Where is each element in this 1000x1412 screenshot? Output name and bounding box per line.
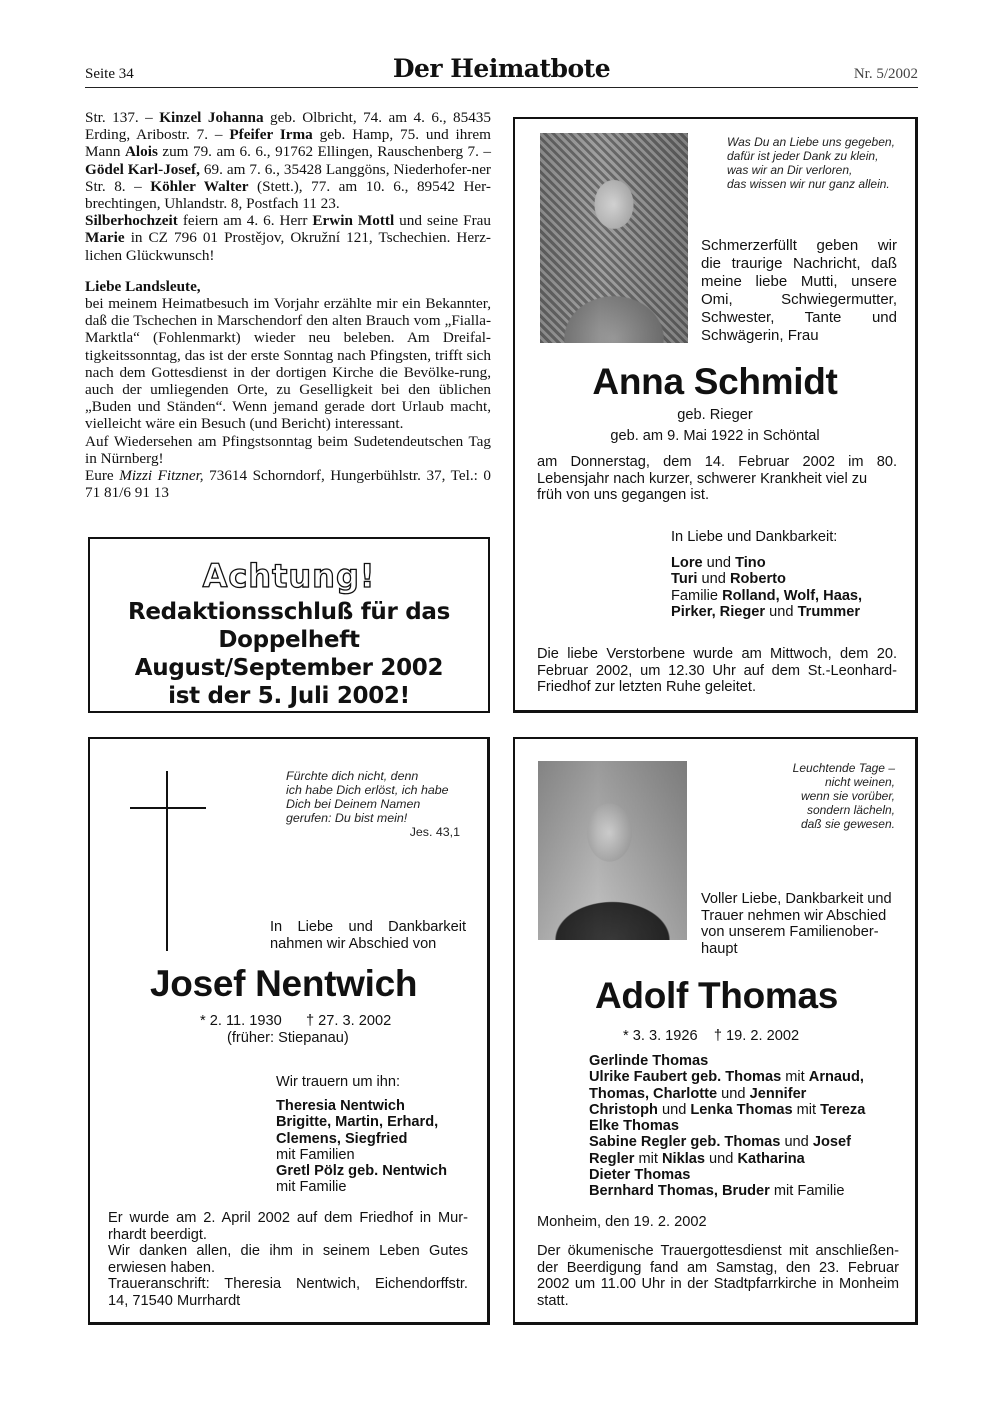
obituary-adolf-thomas [513,737,918,1325]
silver-wedding-note [85,212,491,264]
intro-line: die traurige Nachricht, daß [701,255,897,272]
connector: und [717,1085,750,1102]
family-line [589,1134,899,1150]
obituary-intro [701,237,897,345]
mourner-line [671,588,901,604]
intro-line: Schwester, Tante und [701,309,897,326]
connector: und [765,603,798,620]
person-name: Kinzel Johanna [159,109,264,126]
family-list [276,1098,476,1196]
poem-line: sondern lächeln, [806,803,895,817]
connector: mit [781,1069,809,1086]
poem-line: dafür ist jeder Dank zu klein, [727,149,879,163]
closing-text [108,1210,468,1310]
text-run: 69. am 7. 6., 35428 Langgöns, Niederhofer-ner Str. 8. – [85,160,491,195]
issue-number: Nr. 5/2002 [853,66,918,82]
letter-body: bei meinem Heimatbesuch im Vorjahr erzählte mir ein Bekannter, daß die Tschechen in Marschendorf den alten Brauch vom „Fialla-Marktla“ (Fohlenmarkt) wieder neu beleben. Am Dreifal-tigkeitssonntag, das ist der erste Sonntag nach Pfingsten, trifft sich nach dem Gottesdienst in der dortigen Kirche die Bevölke-rung, auch der umliegenden Orte, zu Geselligkeit bei den üblichen „Buden und Ständen“. Wenn jemand gerade dort Urlaub macht, vielleicht wäre ein Besuch (und Bericht) interessant. [85,295,491,433]
deceased-name: Adolf Thomas [595,975,839,1016]
person-name: Marie [85,229,125,247]
text-run: zum 79. am 6. 6., 91762 Ellingen, Rauschenberg 7. – [157,143,492,161]
death-line: am Donnerstag, dem 14. Februar 2002 im 80. [537,454,897,470]
family-name: Niklas [662,1150,705,1167]
burial-line: Friedhof zur letzten Ruhe geleitet. [537,679,757,696]
person-name: Silberhochzeit [85,212,178,230]
deceased-name: Anna Schmidt [592,361,838,402]
intro-line: meine liebe Mutti, unsere [701,273,897,290]
text-run: und seine Frau [394,212,491,230]
obituary-anna-schmidt [513,117,918,713]
family-line: Brigitte, Martin, Erhard, [276,1114,439,1131]
intro-line: haupt [701,940,738,957]
obituary-poem [727,135,907,191]
mourner-name: Roberto [729,571,786,588]
letter-farewell: Auf Wiedersehen am Pfingstsonntag beim Sudetendeutschen Tag in Nürnberg! [85,432,491,467]
verse-line: Dich bei Deinem Namen [286,797,421,811]
born-name: geb. Rieger [677,407,753,423]
verse-line: ich habe Dich erlöst, ich habe [286,783,449,797]
poem-line: was wir an Dir verloren, [727,163,853,177]
text-run: geb. Olbricht, 74. am 4. 6., 85435 Erding, Aribostr. 7. – [85,109,491,144]
text-run: Str. 137. – [85,109,160,126]
family-line: Clemens, Siegfried [276,1130,408,1147]
signoff-prefix: Eure [85,467,120,485]
text-run: geb. Hamp, 75. und ihrem Mann [85,126,491,161]
family-name: Tereza [820,1101,866,1118]
birthday-list [85,109,491,212]
person-name: Erwin Mottl [312,212,395,230]
connector: und [697,571,730,588]
obituary-josef-nentwich [88,737,490,1325]
verse-reference: Jes. 43,1 [409,825,460,839]
page-header [85,50,918,88]
family-name: Arnaud, [808,1069,864,1086]
mourner-name: Trummer [797,603,861,620]
deceased-name: Josef Nentwich [150,963,418,1004]
intro-line: In Liebe und Dankbarkeit [270,919,466,935]
deadline-line: ist der 5. Juli 2002! [168,683,410,709]
letter-signoff [85,467,491,501]
family-name: Thomas, Charlotte [589,1085,718,1102]
service-line: 2002 um 11.00 Uhr in der Stadtpfarrkirche in Monheim [537,1276,899,1293]
life-dates: * 3. 3. 1926 † 19. 2. 2002 [623,1028,800,1044]
born-date: geb. am 9. Mai 1922 in Schöntal [610,428,820,444]
person-name: Pfeifer Irma [229,126,313,144]
mourner-name: Rolland, Wolf, Haas, [722,587,863,604]
connector: und [657,1101,691,1118]
page-number: Seite 34 [85,66,134,82]
poem-line: das wissen wir nur ganz allein. [727,177,890,191]
intro-line: von unserem Familienober- [701,924,879,941]
portrait-photo [538,761,687,940]
mourner-line [671,555,901,571]
family-name: Lenka Thomas [690,1101,793,1118]
burial-line: Die liebe Verstorbene wurde am Mittwoch, dem 20. [537,646,897,662]
burial-line: Februar 2002, um 12.30 Uhr auf dem St.-Leonhard- [537,662,897,679]
service-text [537,1243,899,1309]
origin: (früher: Stiepanau) [227,1030,349,1046]
poem-line: Leuchtende Tage – [792,761,895,775]
family-line: Gretl Pölz geb. Nentwich [276,1163,448,1180]
text-run: feiern am 4. 6. Herr [177,212,313,230]
connector: mit [634,1150,662,1167]
family-line [589,1183,899,1199]
intro-text [270,919,466,952]
closing-line: erwiesen haben. [108,1259,216,1276]
intro-text [701,891,899,957]
person-name: Gödel Karl-Josef, [85,160,200,178]
family-name: Katharina [737,1150,805,1167]
poem-line: nicht weinen, [824,775,895,789]
cross-icon-bar [130,807,206,809]
deadline-text [90,598,488,710]
connector: mit Familie [769,1183,845,1200]
family-line [589,1151,899,1167]
poem-line: Was Du an Liebe uns gegeben, [727,135,895,149]
cross-icon [166,771,168,951]
signoff-name: Mizzi Fitzner, [119,467,204,485]
intro-line: Schwägerin, Frau [701,327,819,344]
family-line: Theresia Nentwich [276,1098,405,1114]
closing-line: 14, 71540 Murrhardt [108,1292,241,1309]
deadline-title: Achtung! [202,557,376,595]
intro-line: Voller Liebe, Dankbarkeit und [701,891,892,907]
poem-line: daß sie gewesen. [800,817,895,831]
mourn-heading: Wir trauern um ihn: [276,1074,401,1090]
mourner-line [671,571,901,587]
left-column [85,109,491,501]
family-line: mit Familien [276,1146,355,1163]
service-line: der Beerdigung fand am Samstag, den 23. Februar [537,1259,899,1276]
life-dates: * 2. 11. 1930 † 27. 3. 2002 [200,1013,392,1029]
family-line: Dieter Thomas [589,1167,691,1184]
deadline-line: Redaktionsschluß für das [127,599,451,625]
intro-line: Trauer nehmen wir Abschied [701,907,887,924]
family-name: Regler [589,1150,635,1167]
family-line [589,1069,899,1085]
mourners-list [671,555,901,620]
family-name: Christoph [589,1101,658,1118]
family-list [589,1053,899,1200]
closing-line: Wir danken allen, die ihm in seinem Leben Gutes [108,1243,468,1260]
poem-line: wenn sie vorüber, [800,789,895,803]
mourner-name: Turi [671,571,698,588]
family-name: Sabine Regler geb. Thomas [589,1134,781,1151]
connector: und [705,1150,738,1167]
family-line [589,1102,899,1118]
family-name: Bernhard Thomas, Bruder [589,1183,770,1200]
closing-line: rhardt beerdigt. [108,1226,207,1243]
family-name: Jennifer [749,1085,807,1102]
portrait-photo [540,133,688,343]
thanks-line: In Liebe und Dankbarkeit: [671,529,838,545]
closing-line: Er wurde am 2. April 2002 auf dem Friedhof in Mur- [108,1210,468,1226]
family-line: Gerlinde Thomas [589,1053,709,1069]
family-line: mit Familie [276,1179,347,1196]
death-text [537,454,897,504]
verse-line: gerufen: Du bist mein! [286,811,408,825]
death-line: früh von uns gegangen ist. [537,487,710,504]
verse-line: Fürchte dich nicht, denn [286,769,419,783]
connector: und [780,1134,813,1151]
mourner-name: Tino [735,555,766,571]
service-line: Der ökumenische Trauergottesdienst mit anschließen- [537,1243,899,1259]
place-date: Monheim, den 19. 2. 2002 [537,1214,707,1230]
family-line [589,1086,899,1102]
person-name: Köhler Walter [150,177,249,195]
obituary-poem [735,761,895,831]
letter-greeting: Liebe Landsleute, [85,277,201,295]
intro-line: nahmen wir Abschied von [270,935,437,952]
bible-verse [286,769,466,839]
deadline-line: August/September 2002 [134,655,444,681]
person-name: Alois [124,143,158,161]
family-name: Josef [812,1134,851,1151]
mourner-name: Pirker, Rieger [671,603,766,620]
family-name: Ulrike Faubert geb. Thomas [589,1069,782,1086]
closing-line: Traueranschrift: Theresia Nentwich, Eichendorffstr. [108,1276,468,1293]
masthead: Der Heimatbote [392,54,611,83]
family-line: Elke Thomas [589,1118,680,1135]
mourner-line [671,604,901,620]
mourner-name: Lore [671,555,703,571]
intro-line: Omi, Schwiegermutter, [701,291,897,308]
connector: Familie [671,587,723,604]
service-line: statt. [537,1292,569,1309]
intro-line: Schmerzerfüllt geben wir [701,237,897,254]
burial-text [537,646,897,696]
connector: mit [792,1101,821,1118]
connector: und [702,555,736,571]
text-run: (Stett.), 77. am 10. 6., 89542 Her-brechtingen, Uhlandstr. 8, Postfach 11 23. [85,177,491,213]
text-run: in CZ 796 01 Prostějov, Okružní 121, Tschechien. Herz-lichen Glückwunsch! [85,229,491,264]
death-line: Lebensjahr nach kurzer, schwerer Krankheit viel zu [537,470,868,487]
deadline-line: Doppelheft [218,627,360,653]
deadline-notice [88,537,490,713]
signoff-address: 73614 Schorndorf, Hungerbühlstr. 37, Tel.: 0 71 81/6 91 13 [85,467,491,502]
